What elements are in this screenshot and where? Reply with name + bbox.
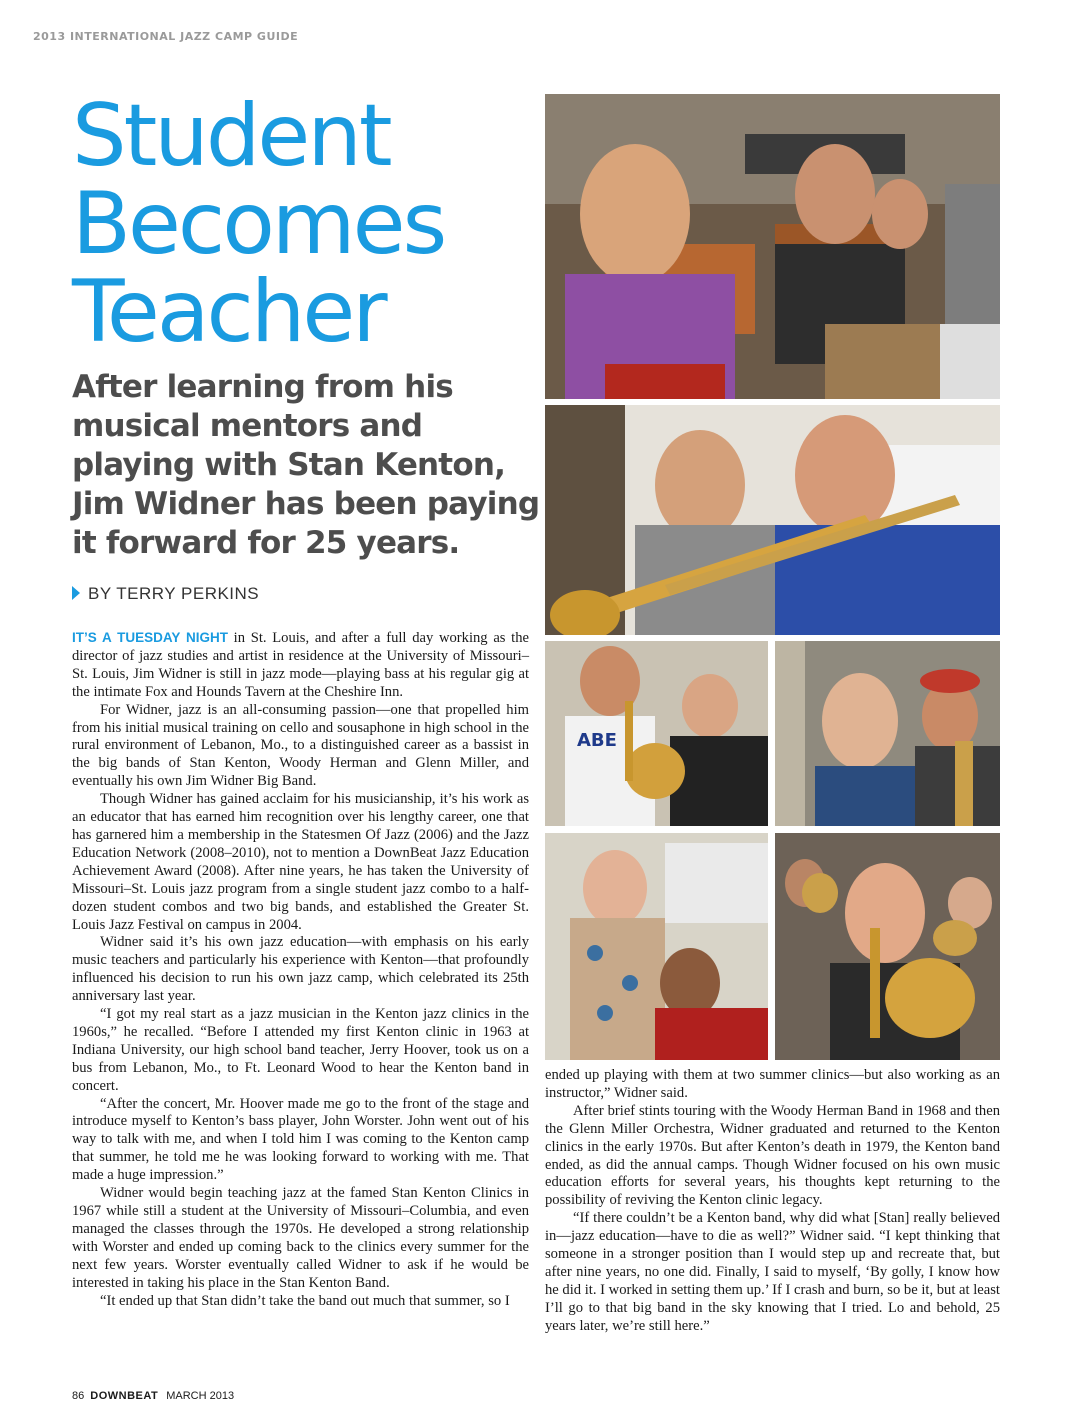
- paragraph: ended up playing with them at two summer clinics—but also working as an instructor,” Widner said.: [545, 1067, 1000, 1101]
- title-line-1: Student: [72, 86, 390, 186]
- byline: [72, 584, 259, 604]
- page-number: 86: [72, 1390, 85, 1402]
- running-head: 2013 INTERNATIONAL JAZZ CAMP GUIDE: [33, 30, 299, 43]
- paragraph: [72, 629, 529, 702]
- lead-in: IT’S A TUESDAY NIGHT: [72, 630, 228, 645]
- paragraph: “After the concert, Mr. Hoover made me go to the front of the stage and introduce myself to Kenton’s bass player, John Worster. John went out of his way to talk with me, and when I told him I was coming to the Kenton camp that summer, he told me he was looking forward to working with me. That made a huge impression.”: [72, 1095, 529, 1184]
- photo-teacher-and-bassist: [545, 833, 768, 1060]
- photo-bass-students: [545, 94, 1000, 399]
- paragraph: Though Widner has gained acclaim for his musicianship, it’s his work as an educator that has earned him recognition over his lengthy career, one that has garnered him a membership in the Statesmen Of Jazz (2006) and the Jazz Education Network (2008–2010), not to mention a DownBeat Jazz Education Achievement Award (2008). After nine years, he has taken the University of Missouri–St. Louis jazz program from a single student jazz combo to a half-dozen student combos and two big bands, and established the Greater St. Louis Jazz Festival on campus in 2004.: [72, 791, 529, 933]
- paragraph: After brief stints touring with the Woody Herman Band in 1968 and then the Glenn Miller Orchestra, Widner graduated and returned to the Kenton clinics in the early 1970s. But after Kenton’s death in 1979, the Kenton band ended, as did the annual camps. Though Widner focused on his own music education efforts for several years, his thoughts kept returning to the possibility of reviving the Kenton clinic legacy.: [545, 1102, 1000, 1209]
- photo-brass-pair: [545, 641, 768, 826]
- triangle-bullet-icon: [72, 586, 80, 600]
- paragraph: For Widner, jazz is an all-consuming passion—one that propelled him from his initial musical training on cello and sousaphone in high school in the rural environment of Lebanon, Mo., to a distinguished career as a bassist in the big bands of Stan Kenton, Woody Herman and Glenn Miller, and eventually his own Jim Widner Big Band.: [72, 701, 529, 790]
- byline-text: BY TERRY PERKINS: [88, 584, 260, 603]
- paragraph: “I got my real start as a jazz musician in the Kenton jazz clinics in the 1960s,” he recalled. “Before I attended my first Kenton clinic in 1963 at Indiana University, our high school band teacher, Jerry Hoover, took us on a bus from Lebanon, Mo., to Ft. Leonard Wood to hear the Kenton band in concert.: [72, 1006, 529, 1094]
- photo-trombone-section: [545, 405, 1000, 635]
- svg-text:ABE: ABE: [577, 730, 617, 751]
- article-deck: After learning from his musical mentors and playing with Stan Kenton, Jim Widner has been paying it forward for 25 years.: [72, 369, 540, 561]
- paragraph: “It ended up that Stan didn’t take the band out much that summer, so I: [100, 1292, 510, 1309]
- magazine-name: DOWNBEAT: [90, 1390, 159, 1402]
- title-line-2: Becomes: [72, 174, 445, 274]
- article-column-1: [72, 629, 529, 1310]
- page-footer: [72, 1390, 234, 1402]
- paragraph: Widner said it’s his own jazz education—with emphasis on his early music teachers and particularly his experience with Kenton—that profoundly influenced his decision to run his own jazz camp, which celebrated its 25th anniversary last year.: [72, 934, 529, 1005]
- title-line-3: Teacher: [72, 262, 385, 362]
- photo-saxophone-students: [775, 641, 1000, 826]
- article-column-2: [545, 1067, 1000, 1336]
- issue-date: MARCH 2013: [166, 1390, 235, 1402]
- paragraph: “If there couldn’t be a Kenton band, why did what [Stan] really believed in—jazz education—have to die as well?” Widner said. “I kept thinking that someone in a stronger position than I would step up and recreate that, but after nine years, no one did. Finally, I said to myself, ‘By golly, I know how he did it. I worked in setting them up.’ If I crash and burn, so be it, but at least I’ll go to that big band in the sky knowing that I tried. Lo and behold, 25 years later, we’re still here.”: [545, 1210, 1000, 1334]
- lead-paragraph-text: in St. Louis, and after a full day working as the director of jazz studies and artist in residence at the University of Missouri–St. Louis, Jim Widner is still in jazz mode—playing bass at his regular gig at the intimate Fox and Hounds Tavern at the Cheshire Inn.: [72, 630, 530, 700]
- photo-trombone-student: [775, 833, 1000, 1060]
- article-title: [72, 86, 512, 362]
- paragraph: Widner would begin teaching jazz at the famed Stan Kenton Clinics in 1967 while still a student at the University of Missouri–Columbia, and even managed the classes through the 1970s. He developed a strong relationship with Worster and ended up coming back to the clinics every summer for the next few years. Worster eventually called Widner to ask if he would be interested in taking his place in the Stan Kenton Band.: [72, 1185, 529, 1291]
